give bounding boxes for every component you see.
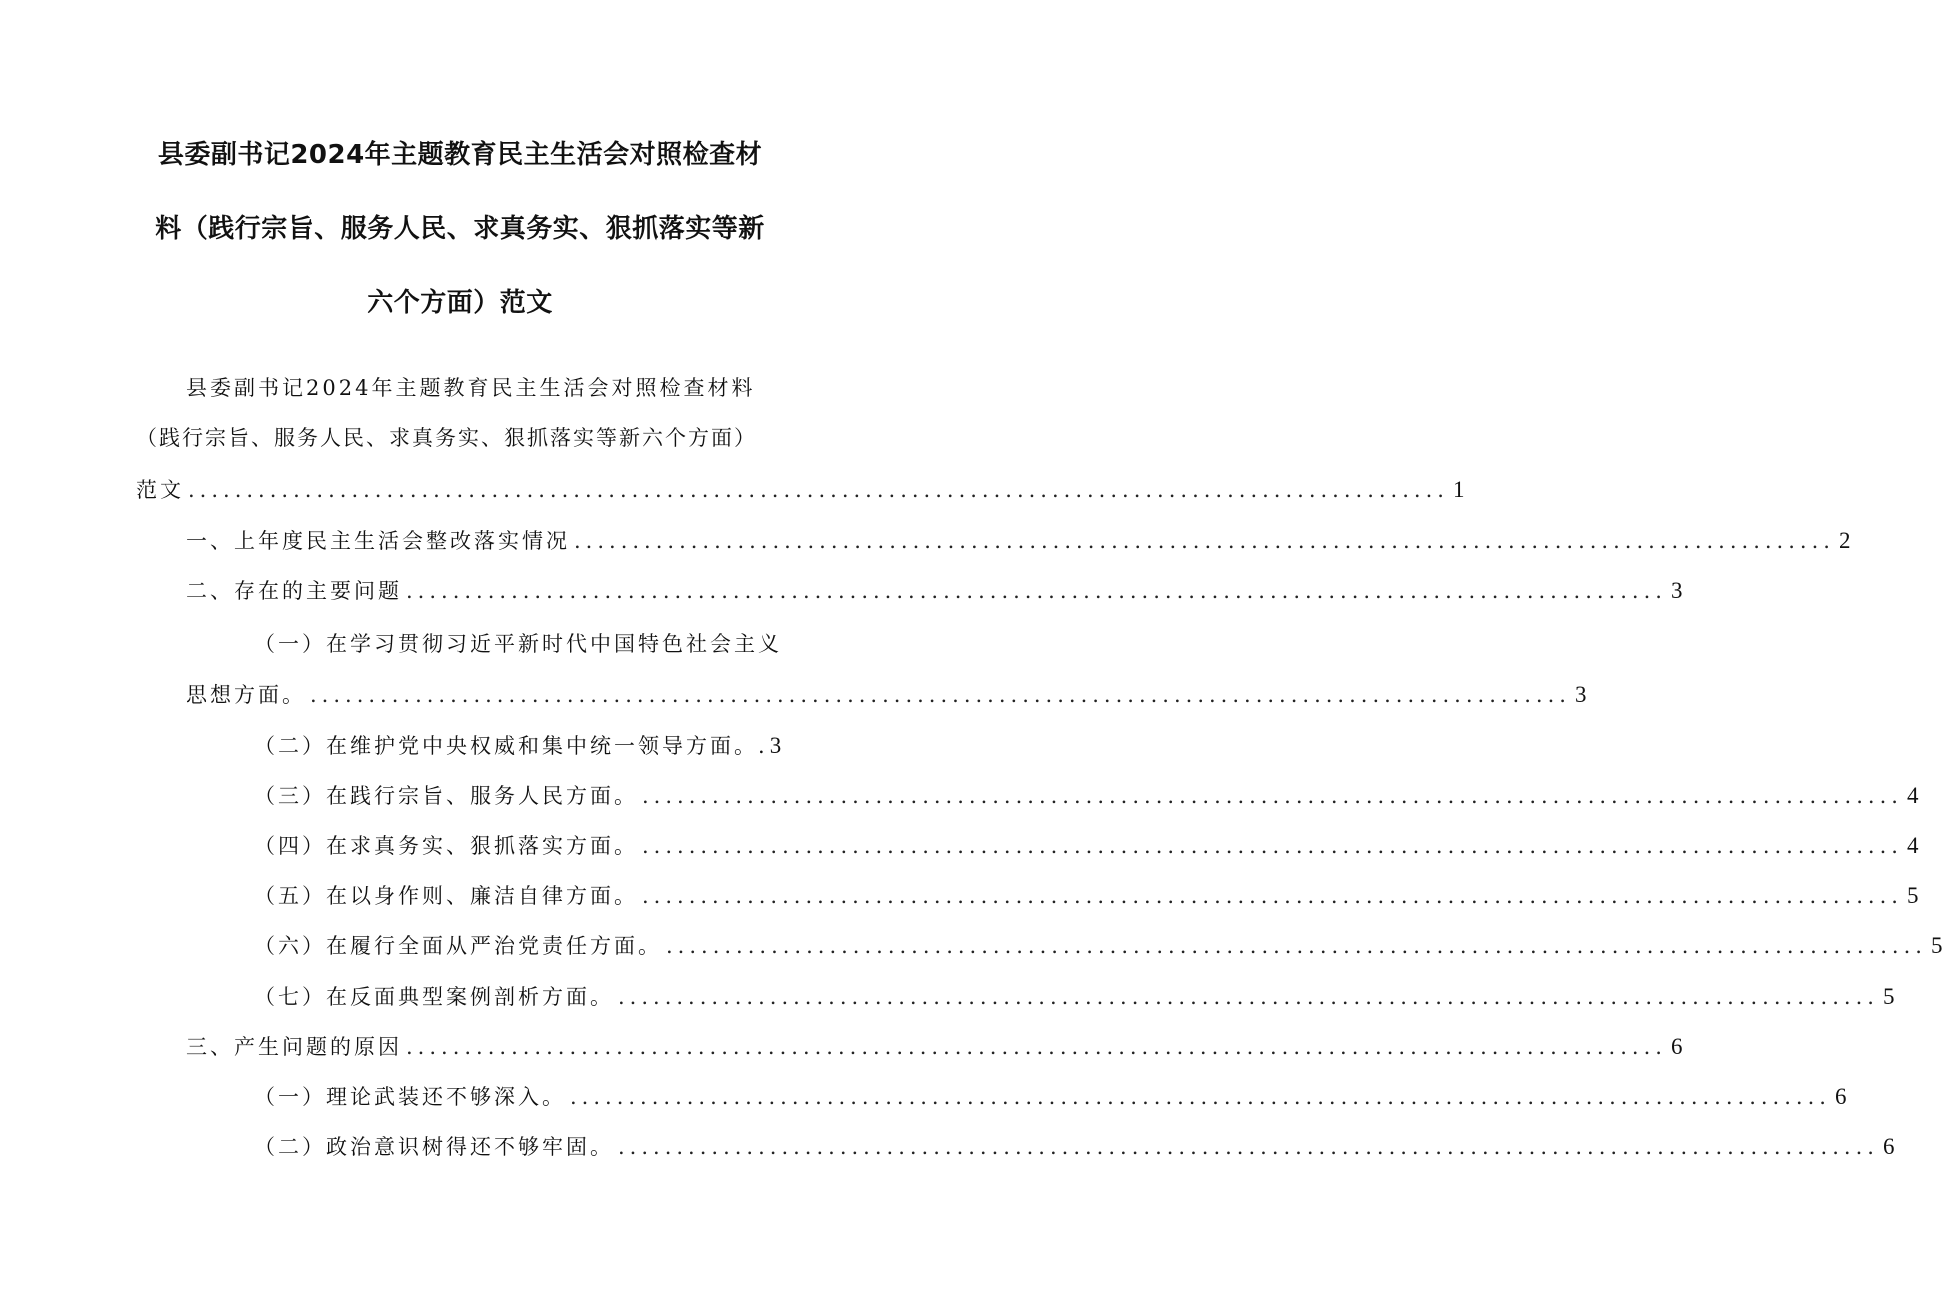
toc-entry[interactable] (254, 1081, 1847, 1111)
toc-entry-label: 思想方面。 (186, 683, 306, 707)
toc-entry-label: （三）在践行宗旨、服务人民方面。 (254, 784, 638, 808)
toc-entry[interactable] (254, 880, 1919, 910)
toc-entry-label: 三、产生问题的原因 (186, 1035, 402, 1059)
toc-leader: ............................................................................................................ (642, 834, 1903, 858)
toc-leader: ............................................................................................................ (570, 1085, 1831, 1109)
toc-page-number: 1 (1452, 477, 1465, 502)
toc-entry-label: 一、上年度民主生活会整改落实情况 (186, 529, 570, 553)
toc-page-number: 3 (1670, 578, 1683, 603)
toc-page-number: 5 (1930, 933, 1942, 958)
toc-leader: ............................................................................................................ (618, 1135, 1879, 1159)
toc-entry[interactable] (186, 525, 1851, 555)
toc-heading-line-2: （践行宗旨、服务人民、求真务实、狠抓落实等新六个方面） (136, 426, 757, 450)
toc-entry-label: （二）政治意识树得还不够牢固。 (254, 1135, 614, 1159)
toc-entry[interactable] (254, 628, 782, 658)
toc-entry[interactable] (186, 1031, 1683, 1061)
toc-page-number: 5 (1906, 883, 1919, 908)
toc-page-number: 4 (1906, 783, 1919, 808)
toc-leader: ............................................................................................................ (406, 579, 1667, 603)
toc-page-number: 3 (1574, 682, 1587, 707)
toc-entry[interactable] (136, 474, 1465, 504)
toc-entry-label: （五）在以身作则、廉洁自律方面。 (254, 884, 638, 908)
toc-entry-label: （一）在学习贯彻习近平新时代中国特色社会主义 (254, 632, 782, 656)
toc-entry[interactable] (254, 780, 1919, 810)
title-line-3: 六个方面）范文 (367, 288, 553, 318)
toc-leader: ............................................................................................................ (310, 683, 1571, 707)
toc-page-number: 3 (769, 733, 782, 758)
toc-entry-label: 范文 (136, 478, 184, 502)
toc-leader: ............................................................................................................ (642, 784, 1903, 808)
toc-page-number: 2 (1838, 528, 1851, 553)
toc-entry[interactable] (186, 575, 1683, 605)
toc-leader: ............................................................................................................ (642, 884, 1903, 908)
toc-page-number: 6 (1670, 1034, 1683, 1059)
toc-page-number: 6 (1882, 1134, 1895, 1159)
toc-entry[interactable] (254, 730, 781, 760)
toc-entry[interactable] (186, 679, 1587, 709)
toc-entry-label: （七）在反面典型案例剖析方面。 (254, 985, 614, 1009)
toc-heading-line-1: 县委副书记2024年主题教育民主生活会对照检查材料 (186, 376, 756, 400)
toc-entry[interactable] (254, 981, 1895, 1011)
toc-entry-label: （四）在求真务实、狠抓落实方面。 (254, 834, 638, 858)
toc-entry[interactable] (254, 1131, 1895, 1161)
toc-entry-label: （六）在履行全面从严治党责任方面。 (254, 934, 662, 958)
toc-page-number: 6 (1834, 1084, 1847, 1109)
toc-leader: ............................................................................................................ (574, 529, 1835, 553)
toc-entry[interactable] (254, 830, 1919, 860)
toc-leader: ............................................................................................................ (188, 478, 1449, 502)
toc-page-number: 4 (1906, 833, 1919, 858)
title-line-2: 料（践行宗旨、服务人民、求真务实、狠抓落实等新 (155, 214, 765, 244)
toc-leader: ............................................................................................................ (406, 1035, 1667, 1059)
document-title (120, 118, 800, 340)
toc-page-number: 5 (1882, 984, 1895, 1009)
toc-entry[interactable] (254, 930, 1942, 960)
title-line-1: 县委副书记2024年主题教育民主生活会对照检查材 (157, 140, 763, 170)
toc-leader: ............................................................................................................ (666, 934, 1927, 958)
toc-entry-label: （二）在维护党中央权威和集中统一领导方面。. (254, 734, 768, 758)
toc-entry-label: 二、存在的主要问题 (186, 579, 402, 603)
toc-leader: ............................................................................................................ (618, 985, 1879, 1009)
toc-entry-label: （一）理论武装还不够深入。 (254, 1085, 566, 1109)
